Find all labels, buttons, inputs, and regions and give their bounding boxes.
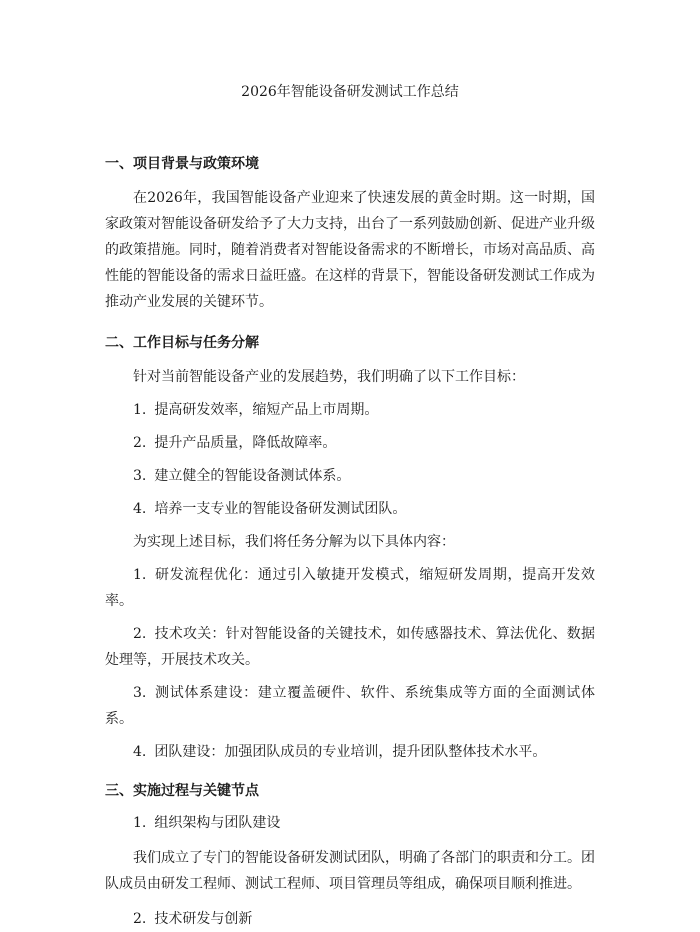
subsection-heading (105, 906, 595, 932)
goal-text: 提升产品质量，降低故障率。 (154, 435, 337, 451)
task-number: 4. (133, 744, 147, 760)
task-text: 测试体系建设：建立覆盖硬件、软件、系统集成等方面的全面测试体系。 (105, 685, 595, 727)
team-paragraph: 我们成立了专门的智能设备研发测试团队，明确了各部门的职责和分工。团队成员由研发工程师、测试工程师、项目管理员等组成，确保项目顺利推进。 (105, 850, 595, 892)
goal-text: 建立健全的智能设备测试体系。 (154, 468, 351, 484)
subsection-text: 技术研发与创新 (154, 911, 253, 927)
subsection-heading (105, 810, 595, 836)
task-number: 2. (133, 626, 147, 642)
goal-number: 3. (133, 468, 147, 484)
task-item (105, 621, 595, 673)
task-item (105, 562, 595, 614)
goal-item (105, 430, 595, 456)
goal-number: 2. (133, 435, 147, 451)
section-heading-goals: 二、工作目标与任务分解 (105, 335, 259, 351)
task-text: 研发流程优化：通过引入敏捷开发模式，缩短研发周期，提高开发效率。 (105, 567, 595, 609)
subsection-text: 组织架构与团队建设 (154, 815, 281, 831)
task-text: 技术攻关：针对智能设备的关键技术，如传感器技术、算法优化、数据处理等，开展技术攻关。 (105, 626, 595, 668)
goal-text: 培养一支专业的智能设备研发测试团队。 (154, 501, 407, 517)
task-number: 1. (133, 567, 147, 583)
task-item (105, 680, 595, 732)
tasks-intro-paragraph: 为实现上述目标，我们将任务分解为以下具体内容： (133, 534, 455, 550)
goal-item (105, 397, 595, 423)
task-item (105, 739, 595, 765)
document-title: 2026年智能设备研发测试工作总结 (241, 84, 459, 100)
goals-intro-paragraph: 针对当前智能设备产业的发展趋势，我们明确了以下工作目标： (133, 369, 525, 385)
task-number: 3. (133, 685, 147, 701)
goal-text: 提高研发效率，缩短产品上市周期。 (154, 402, 379, 418)
goal-item (105, 496, 595, 522)
section-heading-background: 一、项目背景与政策环境 (105, 156, 259, 172)
goal-item (105, 463, 595, 489)
subsection-number: 2. (133, 911, 147, 927)
task-text: 团队建设：加强团队成员的专业培训，提升团队整体技术水平。 (154, 744, 547, 760)
subsection-number: 1. (133, 815, 147, 831)
goal-number: 1. (133, 402, 147, 418)
section-heading-implementation: 三、实施过程与关键节点 (105, 783, 259, 799)
background-paragraph: 在2026年，我国智能设备产业迎来了快速发展的黄金时期。这一时期，国家政策对智能设备研发给予了大力支持，出台了一系列鼓励创新、促进产业升级的政策措施。同时，随着消费者对智能设备需求的不断增长，市场对高品质、高性能的智能设备的需求日益旺盛。在这样的背景下，智能设备研发测试工作成为推动产业发展的关键环节。 (105, 190, 595, 310)
goal-number: 4. (133, 501, 147, 517)
